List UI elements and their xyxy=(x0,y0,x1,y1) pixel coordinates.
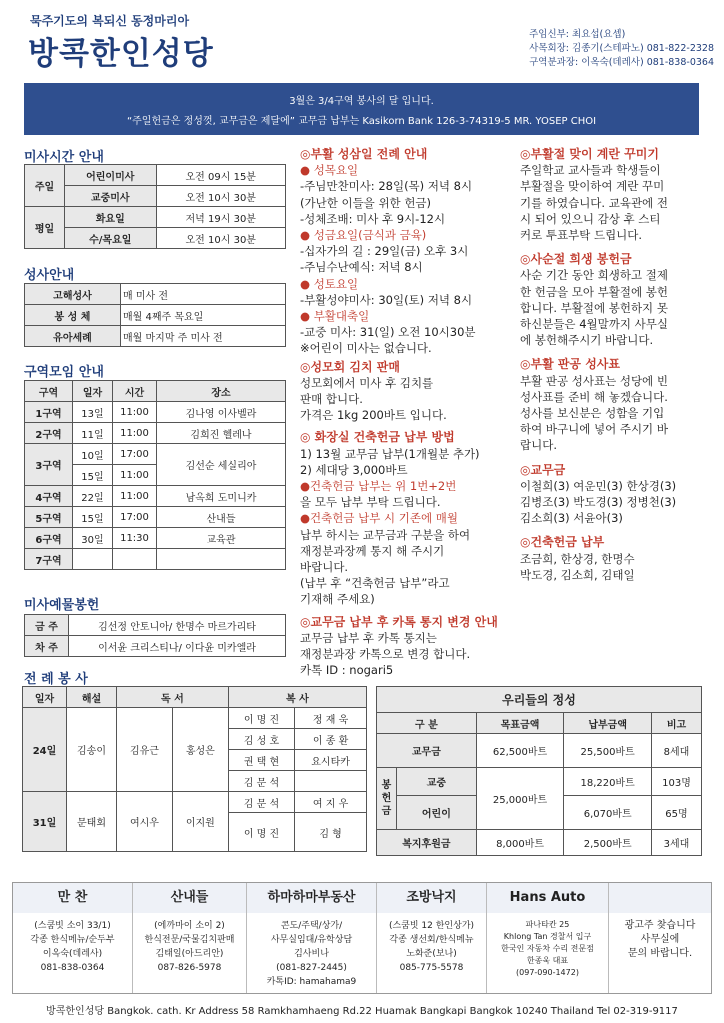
finance-note: 103명 xyxy=(652,768,702,796)
mass-name: 수/목요일 xyxy=(65,228,157,249)
district-day: 30일 xyxy=(73,528,113,549)
district-header: 일자 xyxy=(73,381,113,402)
district-name: 4구역 xyxy=(25,486,73,507)
text-line: 을 모두 납부 부탁 드립니다. xyxy=(300,495,441,510)
district-day: 13일 xyxy=(73,402,113,423)
finance-paid: 6,070바트 xyxy=(564,796,652,830)
district-day: 11일 xyxy=(73,423,113,444)
district-time: 17:00 xyxy=(113,444,157,465)
offering-name: 차 주 xyxy=(25,636,69,657)
district-time: 11:00 xyxy=(113,423,157,444)
text-line: 주일학교 교사들과 학생들이 xyxy=(520,163,661,178)
text-line: 납부 하시는 교무금과 구분을 하여 xyxy=(300,527,471,542)
text-line: 김태일(아드리안) xyxy=(155,949,224,959)
text-line: 한식전문/국물김치판매 xyxy=(144,935,235,945)
district-place: 남옥희 도미니카 xyxy=(157,486,286,507)
district-name: 5구역 xyxy=(25,507,73,528)
text-line: 1) 13월 교무금 납부(1개월분 추가) xyxy=(300,446,480,461)
text-line: 에 봉헌해주시기 바랍니다. xyxy=(520,333,654,348)
finance-target: 62,500바트 xyxy=(476,734,564,768)
text-line: 교무금 납부 후 카톡 통지는 xyxy=(300,630,437,645)
text-line: 부활절을 맞이하여 계란 꾸미 xyxy=(520,179,665,194)
liturgy-header: 복 사 xyxy=(228,687,366,708)
finance-name: 복지후원금 xyxy=(377,830,477,856)
mass-time: 저녁 19시 30분 xyxy=(156,207,286,228)
text-line: ※어린이 미사는 없습니다. xyxy=(300,341,432,356)
text-line: 사순 기간 동안 희생하고 절제 xyxy=(520,268,668,283)
banner-line-2: “주일헌금은 정성껏, 교무금은 제달에” 교무금 납부는 Kasikorn Bank 126-3-74319-5 MR. YOSEP CHOI xyxy=(126,116,597,127)
text-line: ● 부활대축일 xyxy=(300,309,370,324)
sacrament-name: 유아세례 xyxy=(25,326,121,347)
text-line: (스쿰빗 소이 33/1) xyxy=(34,921,111,931)
text-line: 085-775-5578 xyxy=(399,963,464,973)
kimchi-title: ◎성모회 김치 판매 xyxy=(300,359,400,374)
finance-target: 8,000바트 xyxy=(476,830,564,856)
reader: 홍성은 xyxy=(172,708,228,792)
server: 김 문 석 xyxy=(228,771,294,792)
finance-subname: 교중 xyxy=(397,768,477,796)
text-line: -십자가의 길 : 29일(금) 오후 3시 xyxy=(300,244,469,259)
finance-paid: 18,220바트 xyxy=(564,768,652,796)
text-line: 사무실임대/유학상담 xyxy=(270,935,353,945)
district-place: 김희진 헬레나 xyxy=(157,423,286,444)
mass-table xyxy=(24,164,286,249)
sacrament-table xyxy=(24,283,286,347)
district-day: 10일 xyxy=(73,444,113,465)
text-line: 시 되어 있으니 감상 후 스티 xyxy=(520,211,661,226)
district-place: 김선순 세실리아 xyxy=(157,444,286,486)
district-time: 17:00 xyxy=(113,507,157,528)
mass-name: 교중미사 xyxy=(65,186,157,207)
ad-hamahama: 하마하마부동산 콘도/주택/상가/ 사무실임대/유학상담 김사비나 (081-827-2445) 카톡ID: hamahama9 xyxy=(247,883,377,993)
text-line: 성사를 보신분은 성함을 기입 xyxy=(520,406,665,421)
server: 여 지 우 xyxy=(295,792,367,813)
district-header: 장소 xyxy=(157,381,286,402)
text-line: 2) 세대당 3,000바트 xyxy=(300,462,408,477)
confession-lines xyxy=(520,373,706,454)
middle-column xyxy=(300,146,510,679)
egg-title: ◎부활절 맞이 계란 꾸미기 xyxy=(520,147,659,161)
mass-time: 오전 10시 30분 xyxy=(156,228,286,249)
text-line: -교중 미사: 31(일) 오전 10시30분 xyxy=(300,325,476,340)
ad-hans-auto: Hans Auto 파나타칸 25 Khlong Tan 경찰서 입구 한국인 자동차 수리 전문점 한종욱 대표 (097-090-1472) xyxy=(487,883,609,993)
text-line: 087-826-5978 xyxy=(157,963,222,973)
finance-title: 우리들의 정성 xyxy=(377,687,702,713)
mass-title: 미사시간 안내 xyxy=(24,150,104,165)
sacrament-name: 봉 성 체 xyxy=(25,305,121,326)
server: 정 재 욱 xyxy=(295,708,367,729)
district-place: 교육관 xyxy=(157,528,286,549)
district-title: 구역모임 안내 xyxy=(24,365,104,380)
dues-title: ◎교무금 xyxy=(520,462,566,477)
district-time: 11:00 xyxy=(113,465,157,486)
building-lines xyxy=(520,551,706,583)
text-line: 이철희(3) 여운민(3) 한상경(3) xyxy=(520,478,677,493)
weekday-label: 평일 xyxy=(25,207,65,249)
finance-header: 구 분 xyxy=(377,713,477,734)
text-line: ● 성토요일 xyxy=(300,276,359,291)
finance-note: 3세대 xyxy=(652,830,702,856)
mass-time: 오전 10시 30분 xyxy=(156,186,286,207)
finance-note: 8세대 xyxy=(652,734,702,768)
text-line: 랍니다. xyxy=(520,438,557,453)
page-title: 방콕한인성당 xyxy=(28,36,214,72)
server: 김 성 호 xyxy=(228,729,294,750)
katalk-lines xyxy=(300,630,510,679)
priest: 주임신부: 최요섭(요셉) xyxy=(529,29,626,40)
server: 김 문 석 xyxy=(228,792,294,813)
notice-banner xyxy=(24,83,699,135)
sacrament-val: 매 미사 전 xyxy=(121,284,286,305)
commentator: 김송이 xyxy=(67,708,117,792)
text-line: -주님만찬미사: 28일(목) 저녁 8시 xyxy=(300,179,473,194)
dues-lines xyxy=(520,478,706,527)
district-time: 11:00 xyxy=(113,486,157,507)
text-line: -부활성야미사: 30일(토) 저녁 8시 xyxy=(300,292,473,307)
text-line: 각종 생선회/한식메뉴 xyxy=(389,935,474,945)
district-place: 산내들 xyxy=(157,507,286,528)
district-header: 구역 xyxy=(25,381,73,402)
district-place: 김나영 이사벨라 xyxy=(157,402,286,423)
text-line: 부활 판공 성사표는 성당에 빈 xyxy=(520,373,668,388)
text-line: 한국인 자동차 수리 전문점 xyxy=(501,944,594,953)
text-line: 081-838-0364 xyxy=(40,963,105,973)
finance-head: 구역분과장: 이옥숙(데레사) 081-838-0364 xyxy=(529,57,714,68)
text-line: (납부 후 “건축헌금 납부”라고 xyxy=(300,576,450,591)
sacrament-name: 고해성사 xyxy=(25,284,121,305)
district-day: 15일 xyxy=(73,465,113,486)
header-subtitle: 묵주기도의 복되신 동정마리아 xyxy=(30,14,190,28)
lent-title: ◎사순절 희생 봉헌금 xyxy=(520,252,632,267)
text-line: 김사비나 xyxy=(294,949,329,959)
district-name: 2구역 xyxy=(25,423,73,444)
text-line: 재정분과장께 통지 해 주시기 xyxy=(300,543,445,558)
finance-name: 교무금 xyxy=(377,734,477,768)
offering-title: 미사예물봉헌 xyxy=(24,598,100,613)
finance-subname: 어린이 xyxy=(397,796,477,830)
reader: 여시우 xyxy=(117,792,173,852)
district-day: 22일 xyxy=(73,486,113,507)
text-line: (081-827-2445) xyxy=(276,963,347,973)
district-name: 7구역 xyxy=(25,549,73,570)
sacrament-val: 매월 4째주 목요일 xyxy=(121,305,286,326)
text-line: Khlong Tan 경찰서 입구 xyxy=(503,932,592,941)
katalk-title: ◎교무금 납부 후 카톡 통지 변경 안내 xyxy=(300,614,498,629)
text-line: 김소희(3) 서윤아(3) xyxy=(520,511,623,526)
easter-title: ◎부활 성삼일 전례 안내 xyxy=(300,147,428,161)
text-line: (097-090-1472) xyxy=(516,968,579,977)
sunday-label: 주일 xyxy=(25,165,65,207)
offering-val: 이서윤 크리스티나/ 이다윤 미카엘라 xyxy=(69,636,286,657)
text-line: ●건축헌금 납부는 위 1번+2번 xyxy=(300,479,457,494)
district-name: 1구역 xyxy=(25,402,73,423)
chair: 사목회장: 김종기(스테파노) 081-822-2328 xyxy=(529,43,714,54)
server: 김 형 xyxy=(295,813,367,852)
server: 이 명 진 xyxy=(228,708,294,729)
sacrament-title: 성사안내 xyxy=(24,268,75,283)
text-line: 광고주 찾습니다 xyxy=(624,920,696,931)
text-line: 가격은 1kg 200바트 입니다. xyxy=(300,408,447,423)
liturgy-header: 일자 xyxy=(23,687,67,708)
liturgy-table xyxy=(22,686,367,852)
text-line: 성모회에서 미사 후 김치를 xyxy=(300,375,434,390)
text-line: 카톡 ID : nogari5 xyxy=(300,663,394,678)
text-line: ●건축헌금 납부 시 기존에 매월 xyxy=(300,511,458,526)
text-line: 기를 하였습니다. 교육관에 전 xyxy=(520,195,668,210)
district-header: 시간 xyxy=(113,381,157,402)
liturgy-header: 해설 xyxy=(67,687,117,708)
toilet-title: ◎ 화장실 건축헌금 납부 방법 xyxy=(300,430,455,445)
district-name: 3구역 xyxy=(25,444,73,486)
building-title: ◎건축헌금 납부 xyxy=(520,535,605,550)
text-line: 문의 바랍니다. xyxy=(627,948,693,959)
finance-note: 65명 xyxy=(652,796,702,830)
server: 요시타카 xyxy=(295,750,367,771)
text-line: 파나타칸 25 xyxy=(525,920,570,929)
text-line: 하여 바구니에 넣어 주시기 바 xyxy=(520,422,668,437)
server: 이 명 진 xyxy=(228,813,294,852)
liturgy-day: 31일 xyxy=(23,792,67,852)
reader: 이지원 xyxy=(172,792,228,852)
text-line: -주님수난예식: 저녁 8시 xyxy=(300,260,423,275)
ad-sannaedeul: 산내들 (에까마이 소이 2) 한식전문/국물김치판매 김태일(아드리안) 087-826-5978 xyxy=(133,883,247,993)
text-line: (에까마이 소이 2) xyxy=(154,921,225,931)
text-line: 성사표를 준비 해 놓겠습니다. xyxy=(520,389,668,404)
text-line: 노화준(보나) xyxy=(406,949,457,959)
text-line: 콘도/주택/상가/ xyxy=(280,921,343,931)
kimchi-lines xyxy=(300,375,510,424)
finance-header: 납부금액 xyxy=(564,713,652,734)
confession-title: ◎부활 판공 성사표 xyxy=(520,357,620,372)
district-time: 11:00 xyxy=(113,402,157,423)
text-line: 한 헌금을 모아 부활절에 봉헌 xyxy=(520,284,668,299)
text-line: 사무실에 xyxy=(640,934,680,945)
toilet-lines xyxy=(300,446,510,608)
finance-target: 25,000바트 xyxy=(476,768,564,830)
mass-time: 오전 09시 15분 xyxy=(156,165,286,186)
ad-jobang: 조방낙지 (스쿰빗 12 한인상가) 각종 생선회/한식메뉴 노화준(보나) 085-775-5578 xyxy=(377,883,487,993)
text-line: 판매 합니다. xyxy=(300,392,363,407)
ad-wanted xyxy=(609,883,711,993)
mass-name: 어린이미사 xyxy=(65,165,157,186)
text-line: 하신분들은 4월말까지 사무실 xyxy=(520,317,668,332)
district-time: 11:30 xyxy=(113,528,157,549)
text-line: 기재해 주세요) xyxy=(300,592,375,607)
text-line: -성체조배: 미사 후 9시-12시 xyxy=(300,211,446,226)
mass-name: 화요일 xyxy=(65,207,157,228)
text-line: 조금희, 한상경, 한명수 xyxy=(520,551,635,566)
commentator: 문태회 xyxy=(67,792,117,852)
district-day: 15일 xyxy=(73,507,113,528)
server: 이 종 환 xyxy=(295,729,367,750)
ad-manchan: 만 찬 (스쿰빗 소이 33/1) 각종 한식메뉴/순두부 이옥숙(데레사) 081-838-0364 xyxy=(13,883,133,993)
text-line: 재정분과장 카톡으로 변경 합니다. xyxy=(300,647,471,662)
easter-lines xyxy=(300,162,510,356)
sacrament-val: 매월 마지막 주 미사 전 xyxy=(121,326,286,347)
text-line: ● 성목요일 xyxy=(300,163,359,178)
reader: 김유근 xyxy=(117,708,173,792)
text-line: (스쿰빗 12 한인상가) xyxy=(388,921,475,931)
finance-table xyxy=(376,686,702,856)
district-table xyxy=(24,380,286,570)
header-contacts xyxy=(529,28,714,70)
finance-header: 비고 xyxy=(652,713,702,734)
text-line: 김병조(3) 박도경(3) 정병천(3) xyxy=(520,495,677,510)
offering-table xyxy=(24,614,286,657)
address-line: 방콕한인성당 Bangkok. cath. Kr Address 58 Ramkhamhaeng Rd.22 Huamak Bangkapi Bangkok 10240 Thailand Tel 02-319-9117 xyxy=(46,1006,678,1017)
text-line: ● 성금요일(금식과 금육) xyxy=(300,228,427,243)
text-line: 카톡ID: hamahama9 xyxy=(266,977,357,987)
egg-lines xyxy=(520,162,706,243)
text-line: 바랍니다. xyxy=(300,560,349,575)
district-name: 6구역 xyxy=(25,528,73,549)
text-line: 이옥숙(데레사) xyxy=(42,949,103,959)
text-line: 합니다. 부활절에 봉헌하지 못 xyxy=(520,300,668,315)
right-column xyxy=(520,146,706,583)
banner-line-1: 3월은 3/4구역 봉사의 달 입니다. xyxy=(289,96,434,107)
text-line: 각종 한식메뉴/순두부 xyxy=(30,935,115,945)
finance-paid: 25,500바트 xyxy=(564,734,652,768)
lent-lines xyxy=(520,267,706,348)
text-line: (가난한 이들을 위한 헌금) xyxy=(300,195,432,210)
offering-val: 김선정 안토니아/ 한명수 마르가리타 xyxy=(69,615,286,636)
liturgy-title: 전 례 봉 사 xyxy=(24,672,88,687)
text-line: 커로 투표부탁 드립니다. xyxy=(520,228,643,243)
finance-name: 봉헌금 xyxy=(377,768,397,830)
text-line: 박도경, 김소희, 김태일 xyxy=(520,567,635,582)
finance-paid: 2,500바트 xyxy=(564,830,652,856)
text-line: 한종욱 대표 xyxy=(526,956,569,965)
server: 권 택 현 xyxy=(228,750,294,771)
ads-footer xyxy=(12,882,712,994)
offering-name: 금 주 xyxy=(25,615,69,636)
liturgy-day: 24일 xyxy=(23,708,67,792)
finance-header: 목표금액 xyxy=(476,713,564,734)
liturgy-header: 독 서 xyxy=(117,687,229,708)
